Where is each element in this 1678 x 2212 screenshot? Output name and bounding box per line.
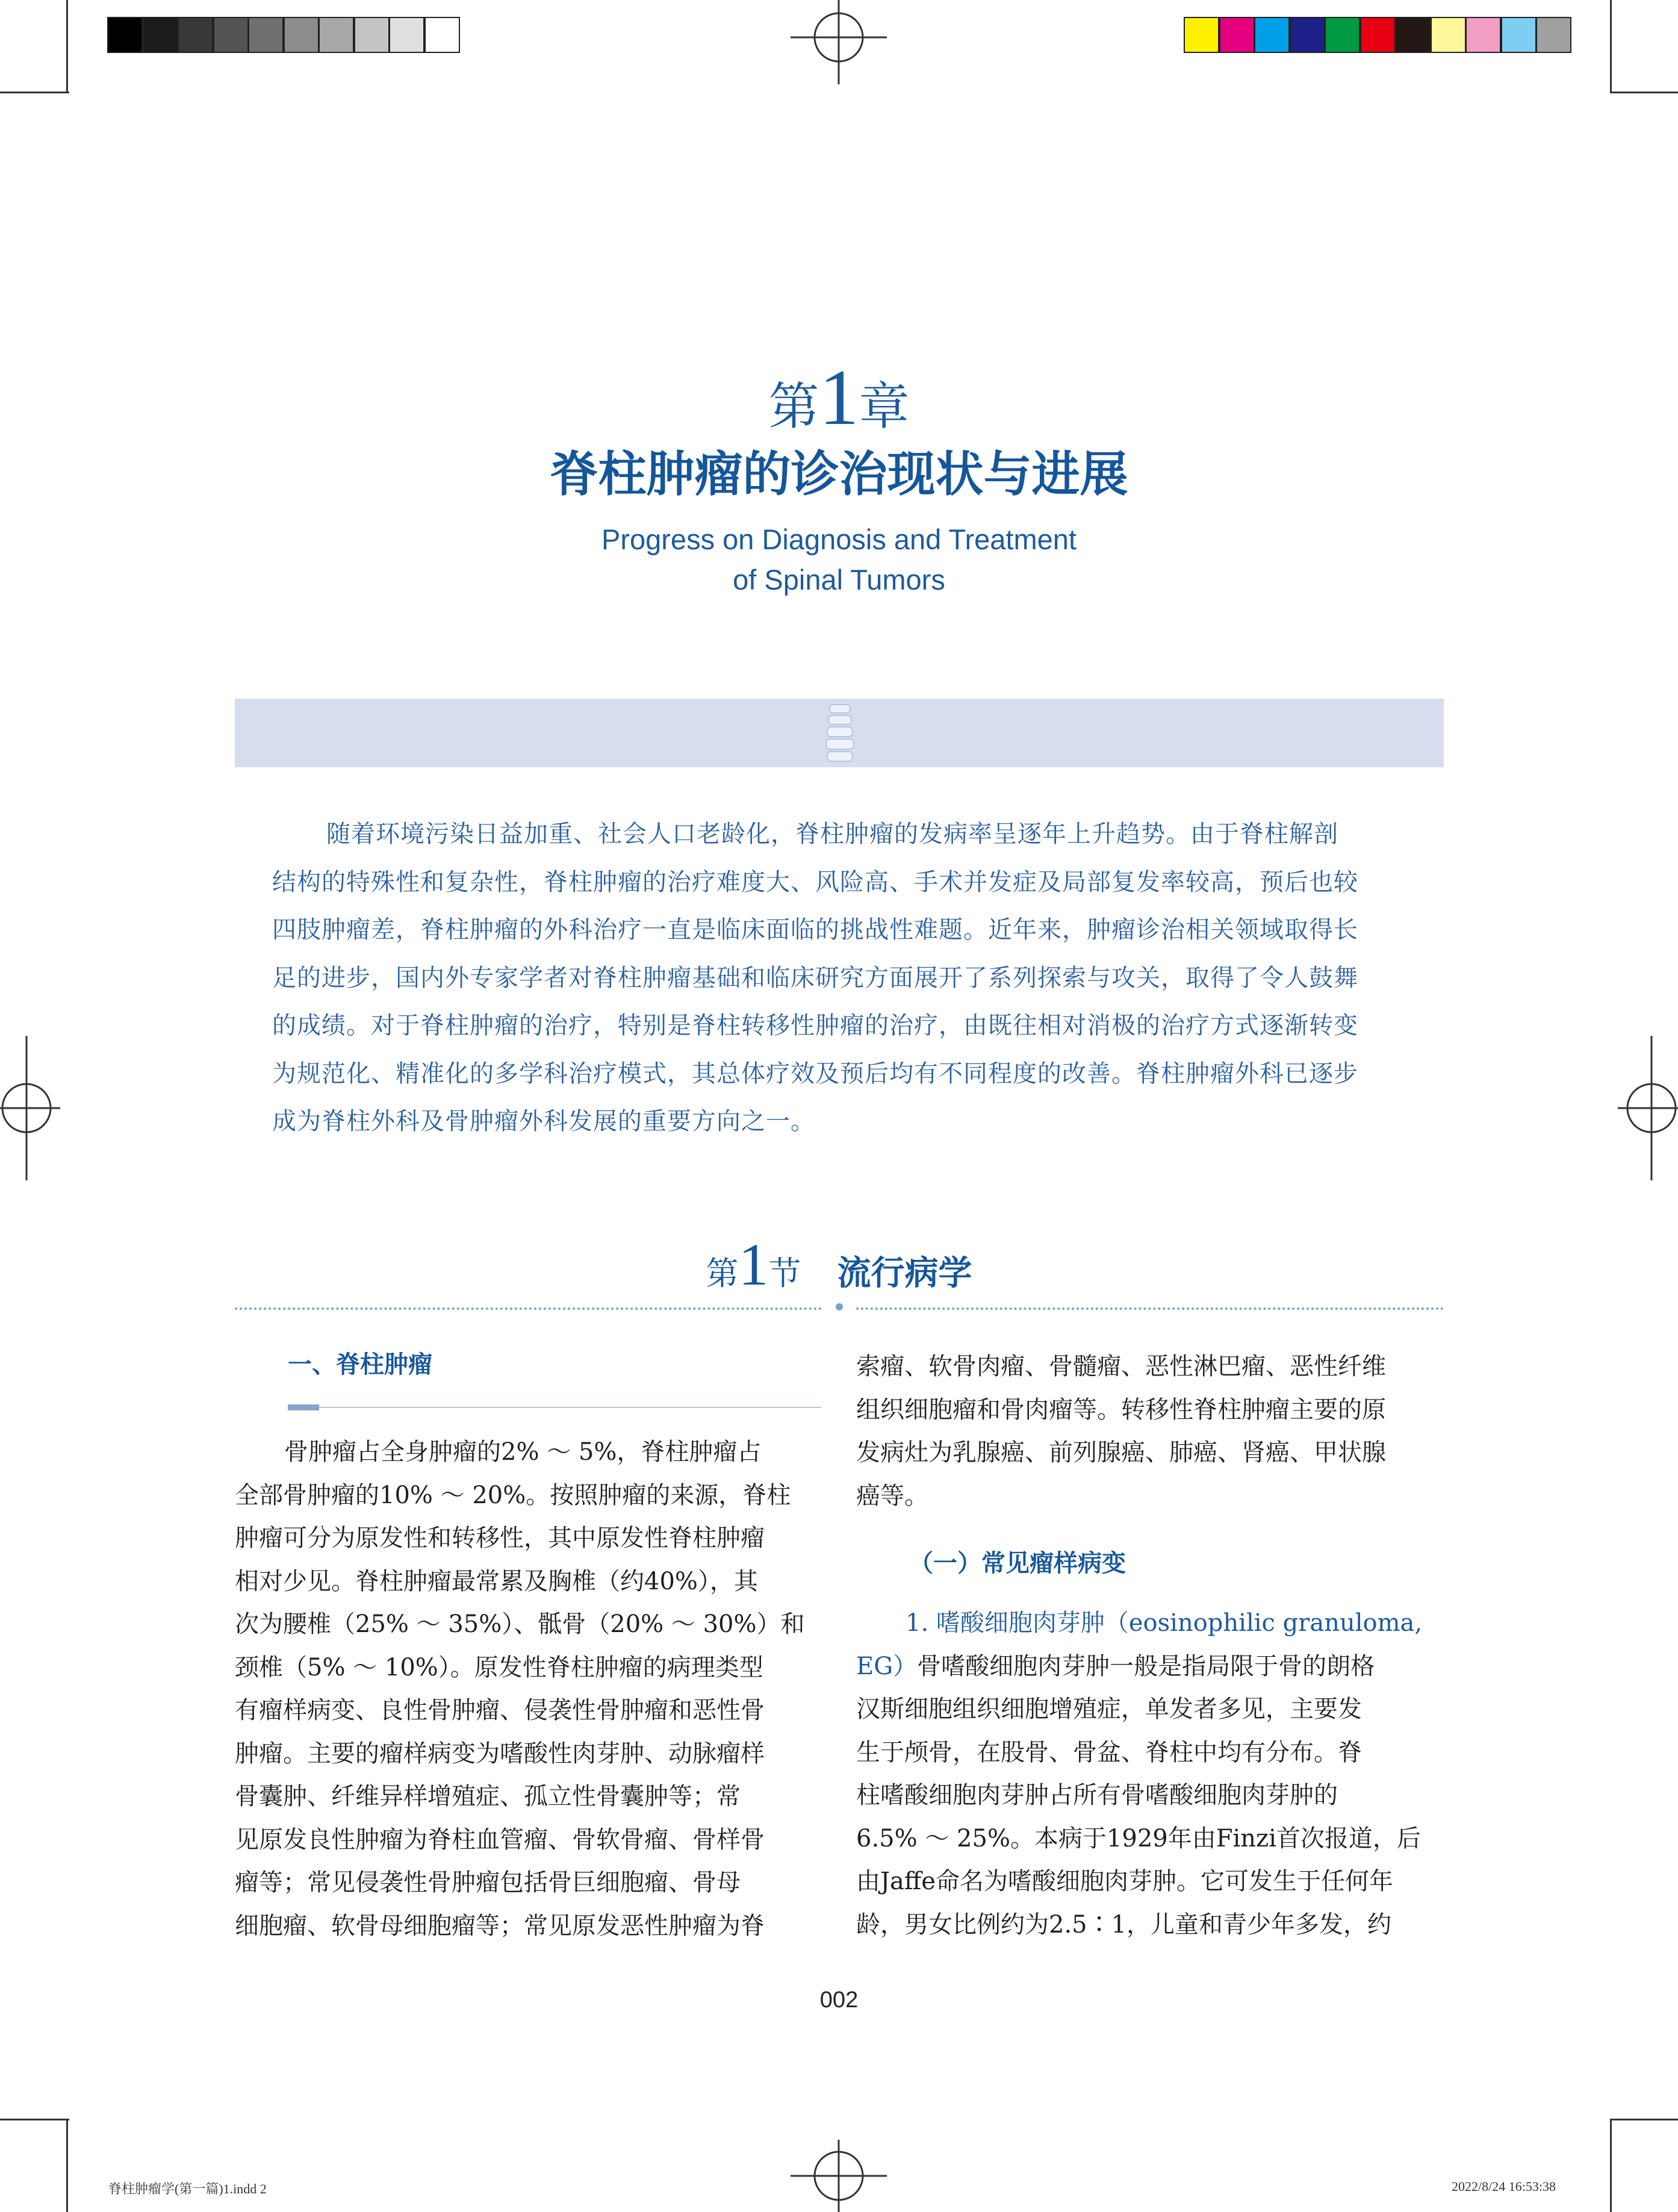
subsubsection-heading: （一）常见瘤样病变 <box>909 1550 1126 1577</box>
body-line: 6.5% ～ 25%。本病于1929年由Finzi首次报道，后 <box>856 1824 1421 1852</box>
chapter-english-title-line: of Spinal Tumors <box>733 564 945 596</box>
color-swatch <box>1325 17 1360 53</box>
chapter-english-title <box>0 519 1678 600</box>
body-line: 全部骨肿瘤的10% ～ 20%。按照肿瘤的来源，脊柱 <box>235 1481 791 1509</box>
section-heading <box>0 1229 1678 1310</box>
crop-mark <box>0 2119 69 2120</box>
abstract-line: 的成绩。对于脊柱肿瘤的治疗，特别是脊柱转移性肿瘤的治疗，由既往相对消极的治疗方式逐渐转变 <box>272 1012 1358 1039</box>
color-swatch <box>389 17 424 53</box>
body-line: 柱嗜酸细胞肉芽肿占所有骨嗜酸细胞肉芽肿的 <box>856 1781 1338 1809</box>
crop-mark <box>1610 92 1678 93</box>
crop-mark <box>66 2119 68 2212</box>
color-swatch <box>1254 17 1290 53</box>
chapter-label-prefix: 第 <box>768 377 819 436</box>
body-line: 次为腰椎（25% ～ 35%）、骶骨（20% ～ 30%）和 <box>235 1610 805 1638</box>
crop-mark <box>66 0 68 93</box>
chapter-english-title-line: Progress on Diagnosis and Treatment <box>601 523 1077 555</box>
color-swatch <box>354 17 390 53</box>
crop-mark <box>1610 2119 1678 2120</box>
color-swatch <box>143 17 178 53</box>
body-line: 骨肿瘤占全身肿瘤的2% ～ 5%，脊柱肿瘤占 <box>284 1438 762 1466</box>
chapter-banner <box>235 699 1444 767</box>
chapter-number <box>0 355 1678 449</box>
page-number: 002 <box>819 1987 859 2013</box>
abstract-line: 足的进步，国内外专家学者对脊柱肿瘤基础和临床研究方面展开了系列探索与攻关，取得了令人鼓舞 <box>272 964 1358 992</box>
item-abbreviation: EG） <box>856 1652 918 1680</box>
crop-mark <box>0 92 69 93</box>
body-line: 骨囊肿、纤维异样增殖症、孤立性骨囊肿等；常 <box>235 1783 741 1810</box>
body-line: 汉斯细胞组织细胞增殖症，单发者多见，主要发 <box>856 1695 1362 1723</box>
body-line: 有瘤样病变、良性骨肿瘤、侵袭性骨肿瘤和恶性骨 <box>235 1696 765 1724</box>
section-divider-right <box>856 1307 1444 1310</box>
color-swatch <box>248 17 284 53</box>
chapter-title: 脊柱肿瘤的诊治现状与进展 <box>550 446 1128 502</box>
color-swatch <box>424 17 460 53</box>
color-swatch <box>1290 17 1325 53</box>
color-swatch <box>1501 17 1537 53</box>
spine-emblem-icon <box>813 701 867 765</box>
chapter-abstract <box>272 811 1409 1146</box>
registration-mark-icon <box>0 1036 60 1180</box>
registration-mark-icon <box>1618 1036 1678 1180</box>
color-swatch <box>1360 17 1396 53</box>
body-line-rest: 骨嗜酸细胞肉芽肿一般是指局限于骨的朗格 <box>917 1652 1375 1680</box>
body-line: 肿瘤。主要的瘤样病变为嗜酸性肉芽肿、动脉瘤样 <box>235 1739 765 1768</box>
body-line: 龄，男女比例约为2.5∶1，儿童和青少年多发，约 <box>856 1910 1392 1939</box>
section-label-prefix: 第 <box>706 1254 739 1292</box>
chapter-label-number: 1 <box>819 353 859 441</box>
section-label-number: 1 <box>738 1231 769 1298</box>
item-title: 1. 嗜酸细胞肉芽肿（eosinophilic granuloma, <box>906 1609 1423 1637</box>
registration-mark-icon <box>791 0 887 84</box>
abstract-line: 为规范化、精准化的多学科治疗模式，其总体疗效及预后均有不同程度的改善。脊柱肿瘤外科已逐步 <box>272 1059 1358 1088</box>
color-swatch <box>178 17 213 53</box>
color-swatch <box>1465 17 1501 53</box>
color-swatch <box>1395 17 1431 53</box>
color-swatch <box>1219 17 1255 53</box>
body-line: 颈椎（5% ～ 10%）。原发性脊柱肿瘤的病理类型 <box>235 1653 763 1681</box>
chapter-label-suffix: 章 <box>859 377 910 436</box>
abstract-line: 成为脊柱外科及骨肿瘤外科发展的重要方向之一。 <box>272 1108 815 1135</box>
abstract-line: 四肢肿瘤差，脊柱肿瘤的外科治疗一直是临床面临的挑战性难题。近年来，肿瘤诊治相关领域取得长 <box>272 916 1358 944</box>
body-line <box>856 1645 1444 1689</box>
body-line: 细胞瘤、软骨母细胞瘤等；常见原发恶性肿瘤为脊 <box>235 1911 765 1940</box>
section-label-suffix: 节 <box>768 1254 801 1292</box>
subsection-rule <box>288 1407 821 1408</box>
body-line: 生于颅骨，在股骨、骨盆、脊柱中均有分布。脊 <box>856 1738 1362 1766</box>
color-swatch <box>1431 17 1466 53</box>
color-swatch <box>1536 17 1571 53</box>
color-swatch <box>1184 17 1219 53</box>
body-line: 见原发良性肿瘤为脊柱血管瘤、骨软骨瘤、骨样骨 <box>235 1825 765 1854</box>
body-line: 由Jaffe命名为嗜酸细胞肉芽肿。它可发生于任何年 <box>856 1868 1393 1895</box>
body-line: 瘤等；常见侵袭性骨肿瘤包括骨巨细胞瘤、骨母 <box>235 1869 741 1896</box>
subsection-rule-accent <box>288 1404 319 1410</box>
body-line: 癌等。 <box>856 1481 928 1510</box>
body-line: 组织细胞瘤和骨肉瘤等。转移性脊柱肿瘤主要的原 <box>856 1395 1386 1424</box>
abstract-line: 随着环境污染日益加重、社会人口老龄化，脊柱肿瘤的发病率呈逐年上升趋势。由于脊柱解剖 <box>326 820 1338 848</box>
registration-mark-icon <box>791 2140 887 2212</box>
left-column-body <box>235 1431 822 1948</box>
slug-filename: 脊柱肿瘤学(第一篇)1.indd 2 <box>108 2181 267 2196</box>
color-swatch <box>284 17 319 53</box>
right-column-body-top <box>856 1345 1444 1518</box>
body-line: 肿瘤可分为原发性和转移性，其中原发性脊柱肿瘤 <box>235 1524 765 1552</box>
body-line: 发病灶为乳腺癌、前列腺癌、肺癌、肾癌、甲状腺 <box>856 1439 1386 1466</box>
color-swatch <box>319 17 354 53</box>
section-title: 流行病学 <box>837 1254 972 1293</box>
body-line: 相对少见。脊柱肿瘤最常累及胸椎（约40%），其 <box>235 1567 758 1595</box>
section-divider-dot <box>836 1303 843 1310</box>
abstract-line: 结构的特殊性和复杂性，脊柱肿瘤的治疗难度大、风险高、手术并发症及局部复发率较高，预后也较 <box>272 868 1358 896</box>
slug-timestamp: 2022/8/24 16:53:38 <box>1452 2179 1556 2194</box>
subsection-heading: 一、脊柱肿瘤 <box>288 1351 432 1379</box>
color-swatch <box>107 17 143 53</box>
section-divider-left <box>235 1307 822 1310</box>
color-swatch <box>213 17 249 53</box>
body-line: 索瘤、软骨肉瘤、骨髓瘤、恶性淋巴瘤、恶性纤维 <box>856 1353 1386 1380</box>
right-column-body-bottom <box>856 1602 1444 1946</box>
crop-mark <box>1610 0 1612 93</box>
crop-mark <box>1610 2119 1612 2212</box>
